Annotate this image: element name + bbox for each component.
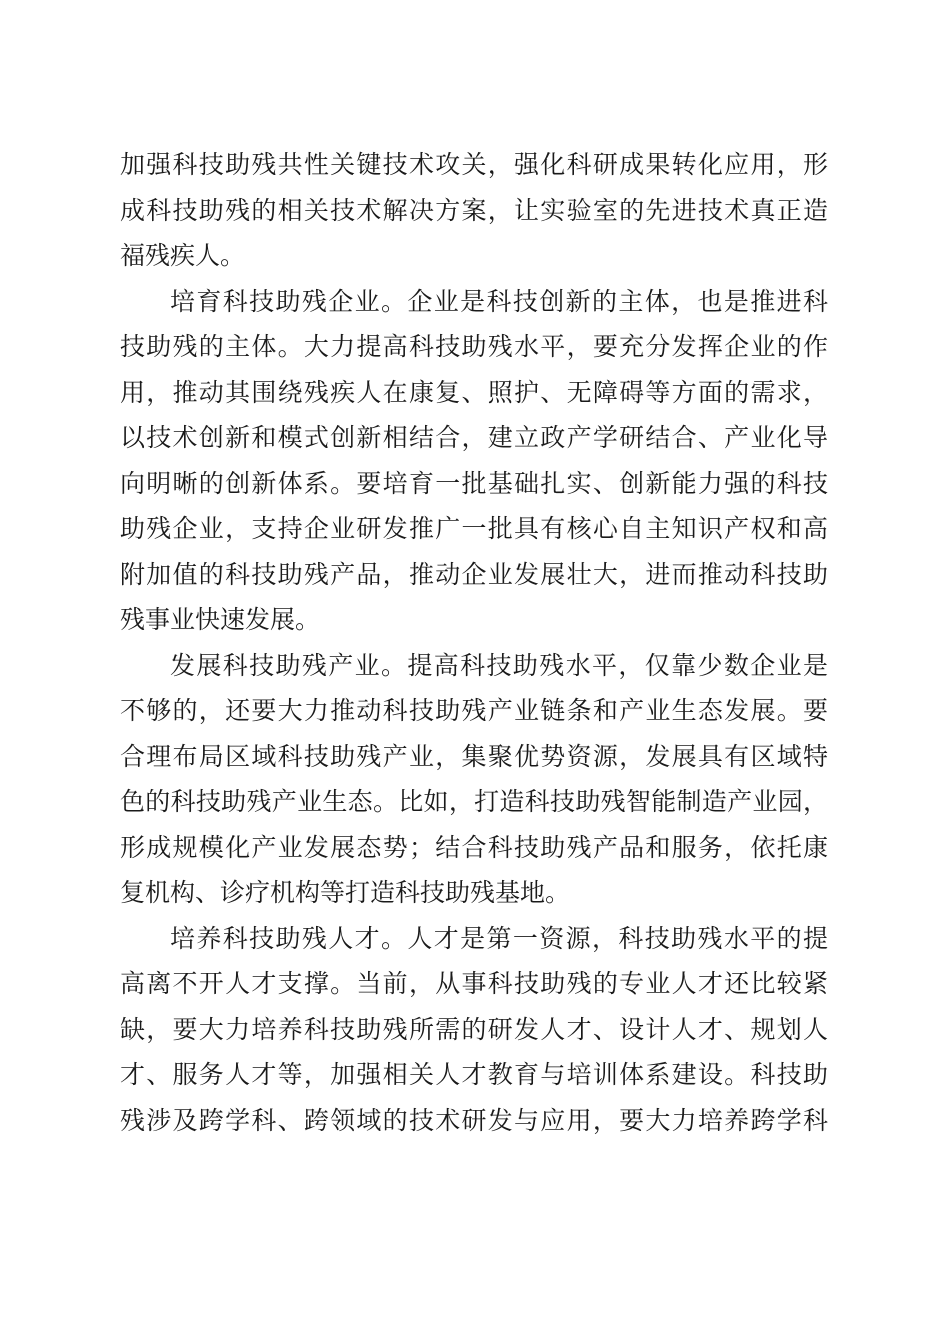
- document-body: [120, 142, 828, 1143]
- text-line: 发展科技助残产业。提高科技助残水平，仅靠少数企业是: [170, 650, 828, 680]
- paragraph-cultivate-talent: [120, 916, 828, 1144]
- text-line: 福残疾人。: [120, 241, 246, 270]
- text-line: 培育科技助残企业。企业是科技创新的主体，也是推进科: [170, 286, 828, 316]
- text-line: 助残企业，支持企业研发推广一批具有核心自主知识产权和高: [120, 514, 828, 543]
- text-line: 残事业快速发展。: [120, 605, 321, 634]
- text-line: 培养科技助残人才。人才是第一资源，科技助残水平的提: [170, 923, 828, 953]
- paragraph-continuation: [120, 142, 828, 279]
- paragraph-develop-industry: [120, 643, 828, 916]
- text-line: 向明晰的创新体系。要培育一批基础扎实、创新能力强的科技: [120, 468, 828, 498]
- text-line: 用，推动其围绕残疾人在康复、照护、无障碍等方面的需求，: [120, 377, 828, 407]
- text-line: 复机构、诊疗机构等打造科技助残基地。: [120, 878, 571, 907]
- text-line: 才、服务人才等，加强相关人才教育与培训体系建设。科技助: [120, 1060, 828, 1089]
- text-line: 不够的，还要大力推动科技助残产业链条和产业生态发展。要: [120, 696, 828, 725]
- text-line: 缺，要大力培养科技助残所需的研发人才、设计人才、规划人: [120, 1014, 828, 1044]
- text-line: 色的科技助残产业生态。比如，打造科技助残智能制造产业园，: [120, 787, 828, 816]
- text-line: 加强科技助残共性关键技术攻关，强化科研成果转化应用，形: [120, 150, 828, 179]
- text-line: 附加值的科技助残产品，推动企业发展壮大，进而推动科技助: [120, 559, 828, 589]
- paragraph-cultivate-enterprises: [120, 279, 828, 643]
- text-line: 合理布局区域科技助残产业，集聚优势资源，发展具有区域特: [120, 741, 828, 771]
- text-line: 技助残的主体。大力提高科技助残水平，要充分发挥企业的作: [120, 332, 828, 361]
- text-line: 成科技助残的相关技术解决方案，让实验室的先进技术真正造: [120, 195, 828, 225]
- text-line: 残涉及跨学科、跨领域的技术研发与应用，要大力培养跨学科: [120, 1105, 828, 1135]
- text-line: 以技术创新和模式创新相结合，建立政产学研结合、产业化导: [120, 423, 828, 452]
- text-line: 高离不开人才支撑。当前，从事科技助残的专业人才还比较紧: [120, 969, 828, 998]
- text-line: 形成规模化产业发展态势；结合科技助残产品和服务，依托康: [120, 832, 828, 862]
